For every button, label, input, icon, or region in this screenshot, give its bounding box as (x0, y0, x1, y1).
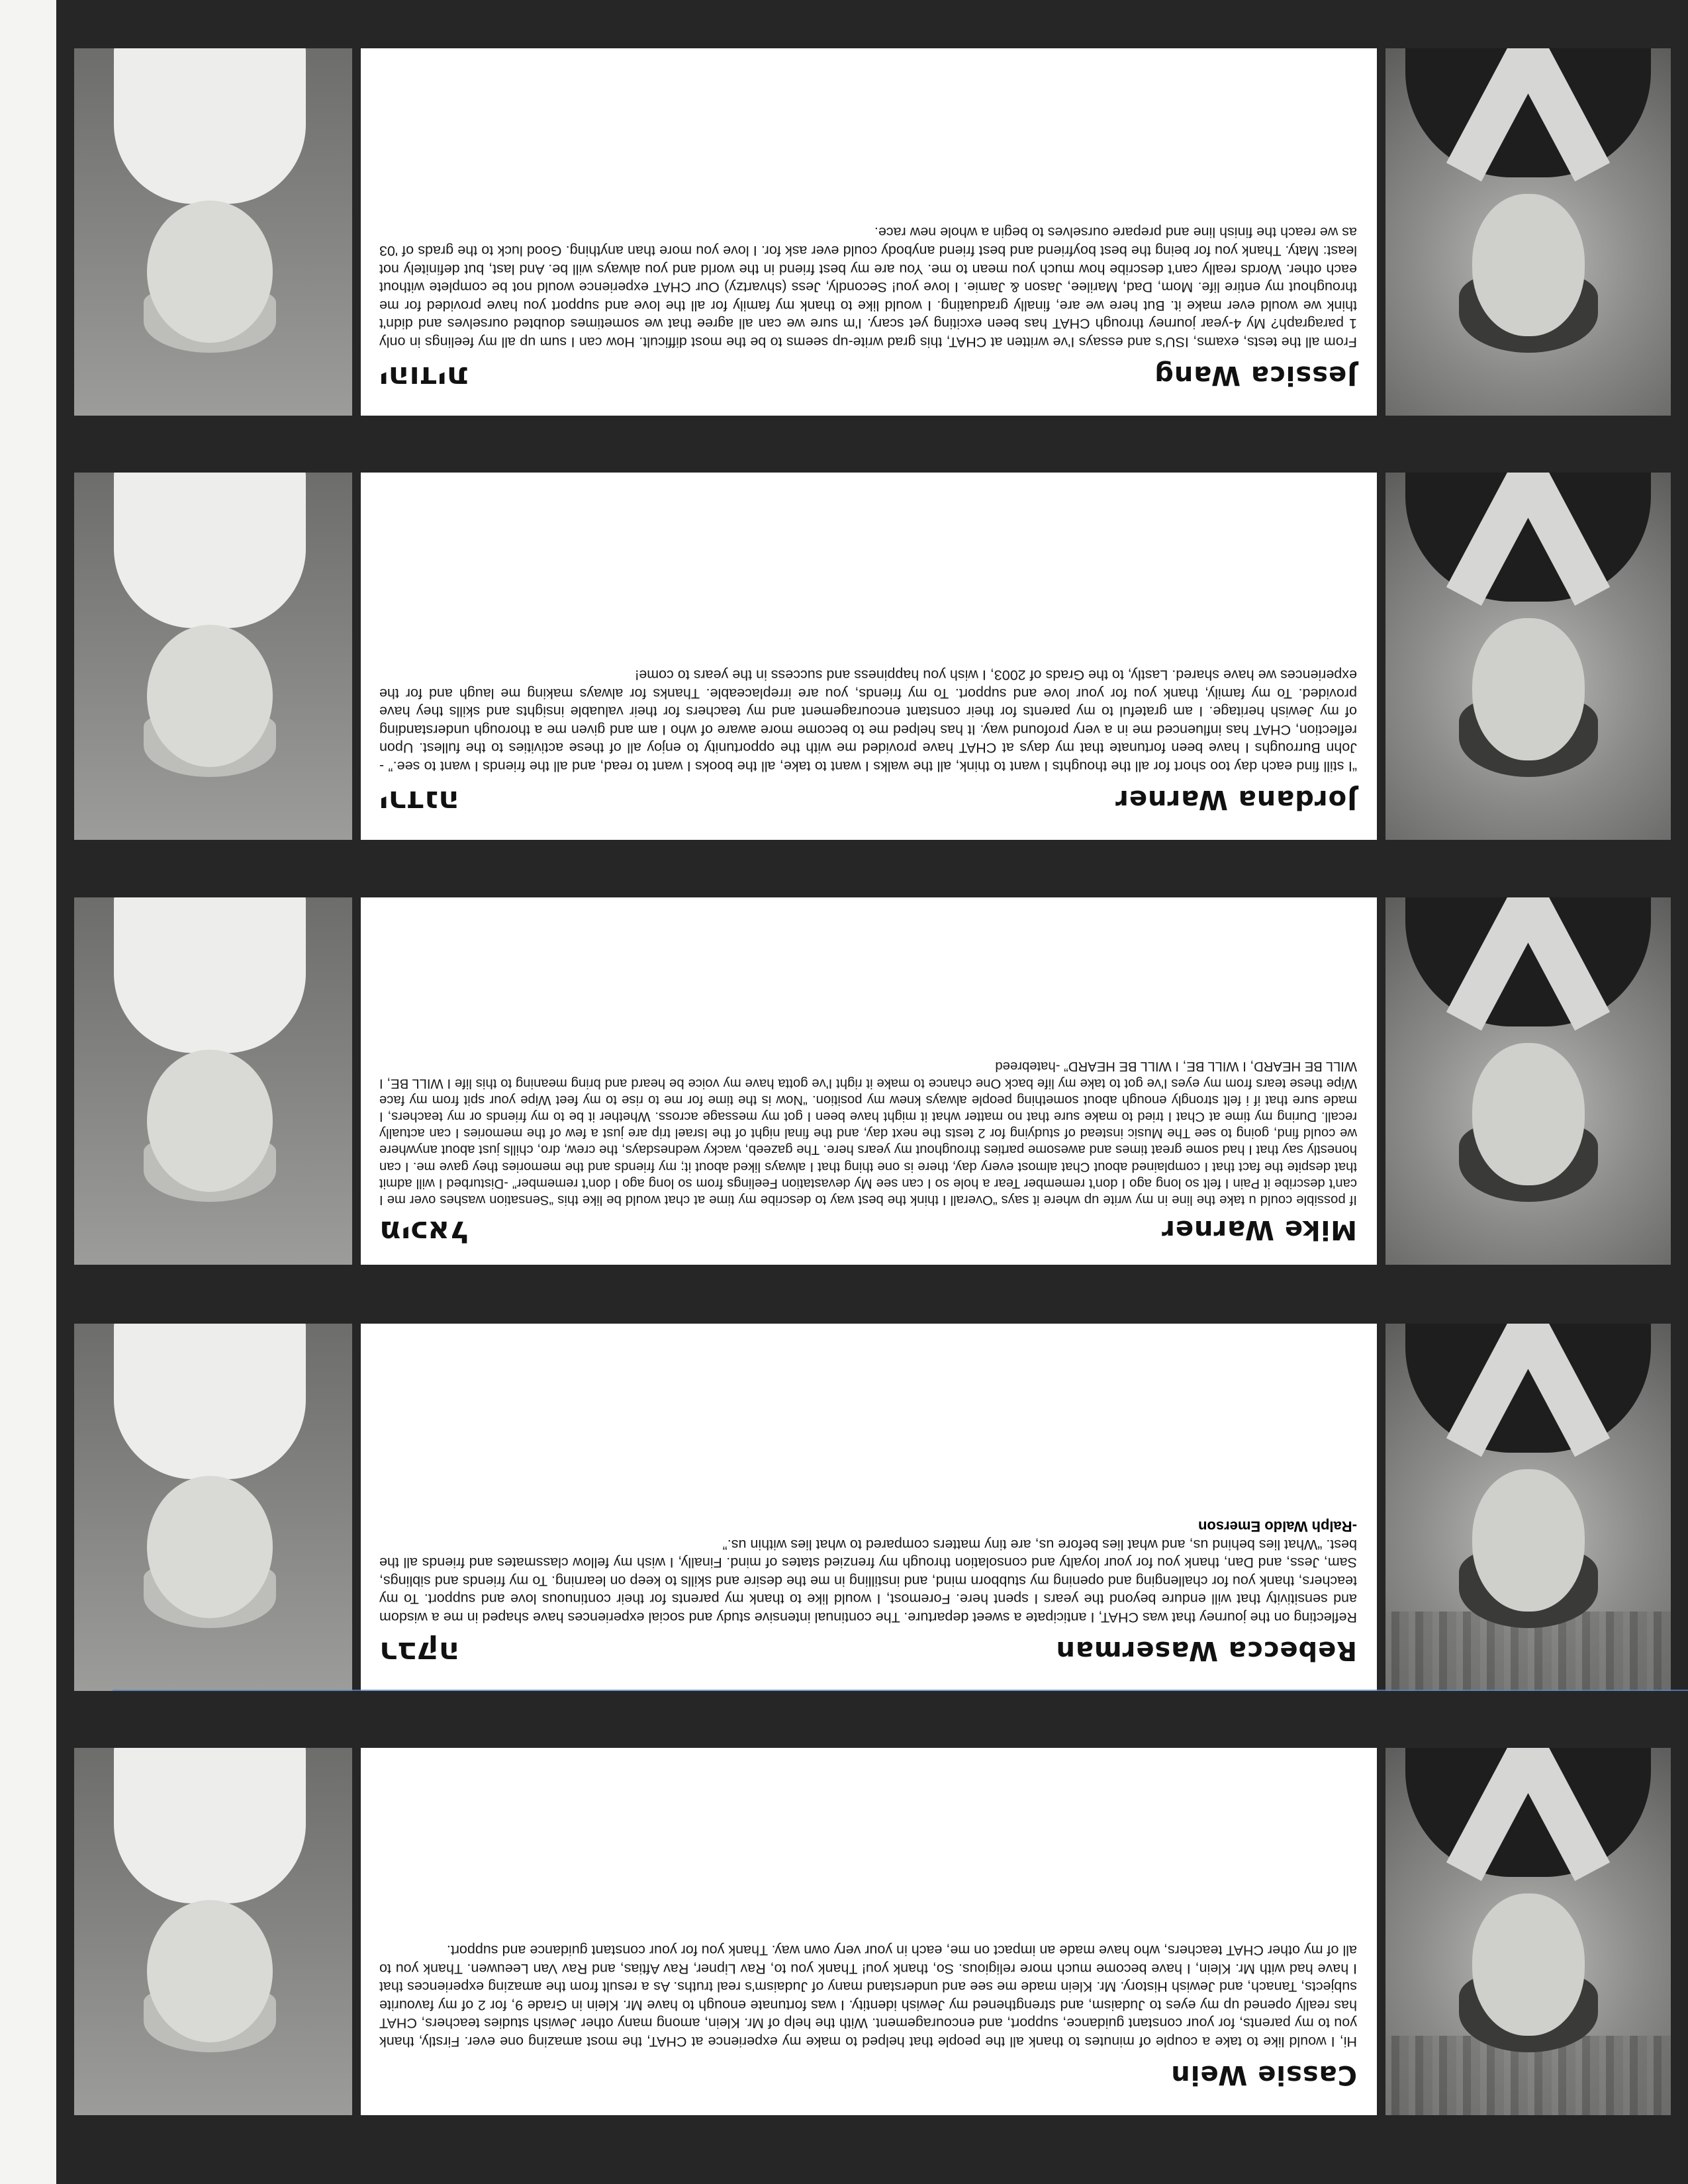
student-name: Rebecca Waserman (1055, 1635, 1357, 1666)
photo-face (1472, 1043, 1585, 1185)
name-row (379, 2060, 1357, 2101)
quote-author: -Ralph Waldo Emerson (1198, 1518, 1357, 1535)
scan-artifact-line (113, 1690, 1688, 1691)
graduation-photo (1385, 1324, 1671, 1691)
student-name: Mike Warner (1161, 1214, 1357, 1245)
photo-face (1472, 1893, 1585, 2036)
baby-photo (74, 1748, 352, 2115)
graduate-row (56, 897, 1688, 1265)
baby-photo (74, 897, 352, 1265)
baby-photo (74, 473, 352, 840)
photo-face (1472, 194, 1585, 336)
writeup-text: Hi, I would like to take a couple of minutes to thank all the people that helped to make my experience at CHAT, the most amazing one ever. Firstly, thank you to my parents, for your constant guidance, support, and encouragement. With the help of Mr. Klein, among many other Jewish studies teachers, CHAT has really opened up my eyes to Judaism, and strengthened my Jewish identity. I was fortunate enough to have Mr. Klein in Grade 9, for 2 of my favourite subjects, Tanach, and Jewish History. Mr. Klein made me see and understand many of Judaism's real truths. As a result from the amazing experiences that I have had with Mr. Klein, I have become much more religious. So, thank you! Thank you to, Rav Lipner, Rav Aftias, and Rav Van Leeuwen. Thank you to all of my other CHAT teachers, who have made an impact on me, each in your very own way. Thank you for your constant guidance and support. (379, 1942, 1357, 2050)
name-row (379, 784, 1357, 825)
baby-photo (74, 48, 352, 416)
student-name: Cassie Wein (1170, 2060, 1357, 2090)
writeup-text: “I still find each day too short for all the thoughts I want to think, all the walks I want to take, all the books I want to read, and all the friends I want to see.” - John Burroughs I have been fortunate that my days at CHAT have provided me with the opportunity to enjoy all of these activities to the fullest. Upon reflection, CHAT has influenced me in a very profound way. It has helped me to become more aware of who I am and given me a thorough understanding of my Jewish heritage. I am grateful to my parents for their constant encouragement and my teachers for their valuable insights and skills they have provided. To my family, thank you for your love and support. To my friends, you are irreplaceable. Thanks for always making me laugh and for the experiences we have shared. Lastly, to the Grads of 2003, I wish you happiness and success in the years to come! (379, 667, 1357, 774)
photo-face (147, 625, 273, 767)
writeup-panel (361, 1748, 1377, 2115)
name-row (379, 1214, 1357, 1255)
name-row (379, 1635, 1357, 1676)
photo-body (114, 1748, 306, 1903)
baby-photo (74, 1324, 352, 1691)
writeup-text: From all the tests, exams, ISU's and essays I've written at CHAT, this grad write-up seems to be the most difficult. How can I sum up all my feelings in only 1 paragraph? My 4-year journey through CHAT has been exciting yet scary. I'm sure we can all agree that we sometimes doubted ourselves and didn't think we would ever make it. But here we are, finally graduating. I would like to thank my family for all the love and support you have provided for me throughout my entire life. Mom, Dad, Marilee, Jason & Jamie. I love you! Secondly, Jess (shvartzy) Our CHAT experience would not be complete without each other. Words really can't describe how much you mean to me. You are my best friend in the world and you always will be. And last, but definitely not least: Maty. Thank you for being the best boyfriend and best friend anybody could ever ask for. I love you more than anything. Good luck to the grads of '03 as we reach the finish line and prepare ourselves to begin a whole new race. (379, 224, 1357, 350)
writeup-text: Reflecting on the journey that was CHAT, I anticipate a sweet departure. The continual intensive study and social experiences have shaped in me a wisdom and sensitivity that will endure beyond the years I spent here. Foremost, I would like to thank my parents for their continuous love and support. To my teachers, thank you for challenging and opening my stubborn mind, and instilling in me the desire and skills to keep on learning. To my friends and siblings, Sam, Jess, and Dan, thank you for your loyalty and consolation through my frenzied states of mind. Finally, I wish my fellow classmates and friends all the best. “What lies behind us, and what lies before us, are tiny matters compared to what lies within us.” (379, 1536, 1357, 1625)
photo-face (147, 201, 273, 343)
writeup-panel (361, 473, 1377, 840)
hebrew-name: יהודית (379, 360, 467, 396)
graduation-photo (1385, 1748, 1671, 2115)
hebrew-name: רבקה (379, 1635, 460, 1671)
name-row (379, 360, 1357, 401)
graduation-photo (1385, 48, 1671, 416)
graduate-row (56, 1748, 1688, 2115)
photo-face (147, 1900, 273, 2042)
student-name: Jessica Wang (1154, 360, 1357, 390)
graduate-row (56, 1324, 1688, 1691)
yearbook-page (56, 0, 1688, 2184)
page-content-rotated (56, 0, 1688, 2184)
writeup-panel (361, 1324, 1377, 1691)
writeup-panel (361, 48, 1377, 416)
graduate-row (56, 473, 1688, 840)
photo-body (114, 473, 306, 628)
student-name: Jordana Warner (1115, 784, 1357, 815)
photo-face (147, 1050, 273, 1192)
writeup-panel (361, 897, 1377, 1265)
photo-body (114, 897, 306, 1053)
photo-body (114, 1324, 306, 1479)
photo-body (114, 48, 306, 204)
graduation-photo (1385, 473, 1671, 840)
writeup-text: If possible could u take the line in my write up where it says “Overall I think the best way to describe my time at chat would be like this “Sensation washes over me I can't describe it Pain I felt so long ago I don't remember Tear a hole so I can see My devastation Feelings from so long ago I don't remember” -Disturbed I will admit that despite the fact that I complained about Chat almost every day, there is one thing that I always liked about it; my friends and the memories they gave me. I can honestly say that I had some great times and awesome parties throughout my years here. The gazeeb, wacky wednesdays, the crew, dro, chills just about anywhere we could find, going to see The Music instead of studying for 2 tests the next day, and the final night of the Israel trip are just a few of the memories I can actually recall. During my time at Chat I tried to make sure that no matter what it might have been I got my message across. Whether it be to my friends or my teachers, I made sure that if i felt strongly enough about something people always knew my position. “Now is the time for me to rise to my feet Wipe your spit from my face Wipe these tears from my eyes I've got to take my life back One chance to make it right I've gotta have my voice be heard and bring meaning to this life I WILL BE, I WILL BE HEARD, I WILL BE, I WILL BE HEARD” -hatebreed (379, 1059, 1357, 1207)
hebrew-name: מיכאל (379, 1214, 469, 1250)
photo-face (1472, 618, 1585, 760)
hebrew-name: ירדנה (379, 784, 459, 820)
graduate-row (56, 48, 1688, 416)
photo-face (1472, 1469, 1585, 1612)
graduation-photo (1385, 897, 1671, 1265)
photo-face (147, 1476, 273, 1618)
